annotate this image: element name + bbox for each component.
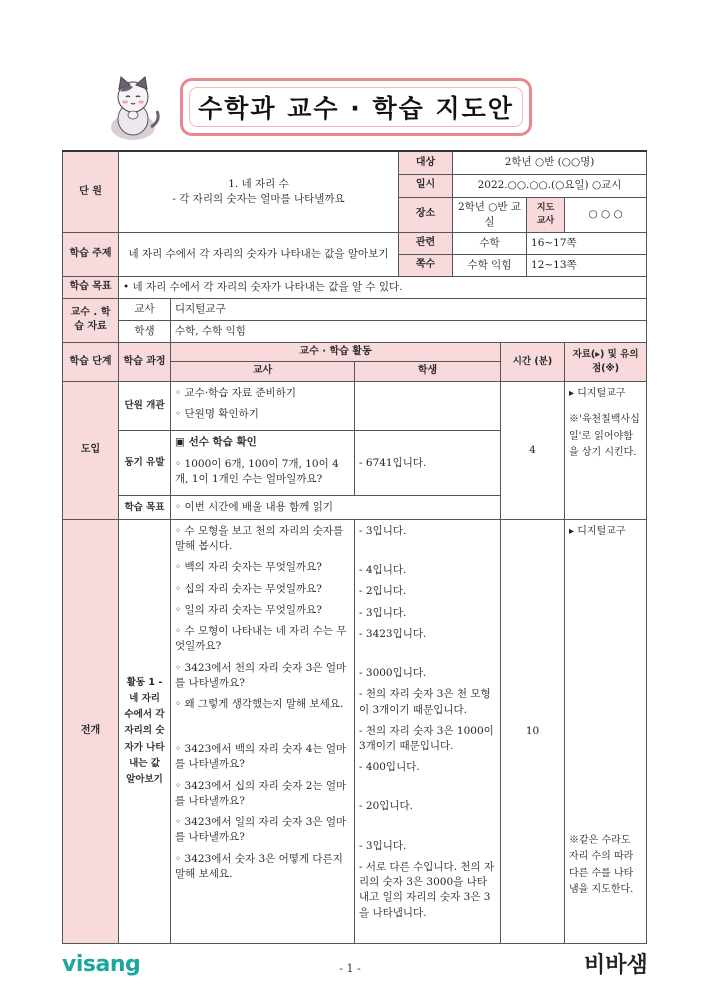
dev-process: 활동 1 - 네 자리 수에서 각 자리의 숫자가 나타내는 값 알아보기 (119, 520, 171, 944)
dev-student-4: - 3입니다. (359, 606, 407, 619)
dev-student-10: - 20입니다. (359, 800, 414, 813)
intro-stage: 도입 (63, 381, 119, 519)
intro-process-motivation: 동기 유발 (119, 431, 171, 496)
document-title-box (180, 78, 532, 136)
header-resources: 자료(▸) 및 유의점(※) (565, 342, 647, 381)
dev-student-11: - 3입니다. (359, 839, 407, 852)
unit-line-2: - 각 자리의 숫자는 얼마를 나타낼까요 (172, 192, 345, 205)
materials-who-student: 학생 (119, 320, 171, 342)
visang-logo: visang (62, 952, 141, 977)
related-pages-1: 16~17쪽 (527, 232, 647, 254)
related-label-2: 쪽수 (399, 254, 453, 276)
related-pages-2: 12~13쪽 (527, 254, 647, 276)
dev-stage: 전개 (63, 520, 119, 944)
dev-student (355, 520, 501, 944)
dev-teacher-9: ◦ 3423에서 십의 자리 숫자 2는 얼마를 나타낼까요? (175, 779, 347, 807)
unit-label: 단 원 (63, 151, 119, 232)
dev-resource-2: ※같은 수라도 자리 수의 따라 다른 수를 나타냄을 지도한다. (569, 834, 634, 896)
header-student: 학생 (355, 362, 501, 382)
intro-teacher-motivation-1: ◦ 1000이 6개, 100이 7개, 10이 4개, 1이 1개인 수는 얼마일까요? (175, 457, 339, 485)
place-value: 2학년 ○반 교실 (453, 197, 527, 232)
intro-resource-1: ▸ 디지털교구 (569, 387, 626, 399)
target-value: 2학년 ○반 (○○명) (453, 151, 647, 174)
dev-teacher-2: ◦ 백의 자리 숫자는 무엇일까요? (175, 561, 322, 574)
dev-student-6: - 3000입니다. (359, 667, 427, 680)
dev-time: 10 (501, 520, 565, 944)
intro-teacher-motivation-head: ▣ 선수 학습 확인 (175, 436, 257, 449)
dev-student-5: - 3423입니다. (359, 627, 427, 640)
document-title: 수학과 교수 · 학습 지도안 (198, 94, 514, 123)
dev-student-7: - 천의 자리 숫자 3은 천 모형이 3개이기 때문입니다. (359, 688, 491, 716)
cat-mascot-illustration (103, 75, 163, 141)
dev-student-12: - 서로 다른 수입니다. 천의 자리의 숫자 3은 3000을 나타내고 일의 자리의 숫자 3은 3을 나타냅니다. (359, 860, 495, 919)
target-label: 대상 (399, 151, 453, 174)
dev-teacher-8: ◦ 3423에서 백의 자리 숫자 4는 얼마를 나타낼까요? (175, 743, 347, 771)
dev-student-8: - 천의 자리 숫자 3은 1000이 3개이기 때문입니다. (359, 724, 494, 752)
goal-value: • 네 자리 수에서 각 자리의 숫자가 나타내는 값을 알 수 있다. (119, 276, 647, 298)
intro-process-overview: 단원 개관 (119, 381, 171, 430)
intro-time: 4 (501, 381, 565, 519)
materials-items-teacher: 디지털교구 (171, 298, 647, 320)
intro-teacher-overview-1: ◦ 교수·학습 자료 준비하기 (175, 386, 296, 399)
related-book-1: 수학 (453, 232, 527, 254)
intro-teacher-goal: ◦ 이번 시간에 배울 내용 함께 읽기 (171, 496, 501, 520)
materials-label: 교수 . 학습 자료 (63, 298, 119, 342)
dev-resource-1: ▸ 디지털교구 (569, 526, 626, 538)
teacher-value: ○ ○ ○ (565, 197, 647, 232)
vivasam-logo: 비바샘 (584, 953, 648, 978)
header-process: 학습 과정 (119, 342, 171, 381)
dev-teacher-7: ◦ 왜 그렇게 생각했는지 말해 보세요. (175, 698, 344, 710)
place-label: 장소 (399, 197, 453, 232)
intro-resources (565, 381, 647, 519)
dev-teacher-4: ◦ 일의 자리 숫자는 무엇일까요? (175, 603, 322, 616)
intro-teacher-overview (171, 381, 355, 430)
header-teacher: 교사 (171, 362, 355, 382)
intro-resource-2: ※'육천칠백사십일'로 읽어야함을 상기 시킨다. (569, 414, 640, 459)
related-book-2: 수학 익힘 (453, 254, 527, 276)
materials-items-student: 수학, 수학 익힘 (171, 320, 647, 342)
intro-student-overview (355, 381, 501, 430)
header-time: 시간 (분) (501, 342, 565, 381)
dev-teacher-3: ◦ 십의 자리 숫자는 무엇일까요? (175, 582, 322, 595)
topic-value: 네 자리 수에서 각 자리의 숫자가 나타내는 값을 알아보기 (119, 232, 399, 276)
dev-teacher-11: ◦ 3423에서 숫자 3은 어떻게 다른지 말해 보세요. (175, 852, 343, 880)
unit-line-1: 1. 네 자리 수 (228, 177, 289, 190)
page-number: - 1 - (339, 962, 361, 975)
date-label: 일시 (399, 174, 453, 197)
header-activity: 교수 · 학습 활동 (171, 342, 501, 362)
goal-label: 학습 목표 (63, 276, 119, 298)
date-value: 2022.○○.○○.(○요일) ○교시 (453, 174, 647, 197)
intro-teacher-motivation (171, 431, 355, 496)
topic-label: 학습 주제 (63, 232, 119, 276)
intro-process-goal: 학습 목표 (119, 496, 171, 520)
lesson-plan-table (62, 150, 647, 944)
header-stage: 학습 단계 (63, 342, 119, 381)
dev-teacher (171, 520, 355, 944)
unit-value (119, 151, 399, 232)
teacher-label: 지도 교사 (527, 197, 565, 232)
dev-teacher-6: ◦ 3423에서 천의 자리 숫자 3은 얼마를 나타낼까요? (175, 661, 347, 689)
intro-student-motivation: - 6741입니다. (355, 431, 501, 496)
materials-who-teacher: 교사 (119, 298, 171, 320)
intro-teacher-overview-2: ◦ 단원명 확인하기 (175, 408, 259, 421)
dev-teacher-1: ◦ 수 모형을 보고 천의 자리의 숫자를 말해 봅시다. (175, 525, 344, 553)
dev-teacher-10: ◦ 3423에서 일의 자리 숫자 3은 얼마를 나타낼까요? (175, 816, 347, 844)
dev-student-1: - 3입니다. (359, 525, 407, 538)
dev-resources (565, 520, 647, 944)
dev-teacher-5: ◦ 수 모형이 나타내는 네 자리 수는 무엇일까요? (175, 625, 347, 653)
related-label-1: 관련 (399, 232, 453, 254)
dev-student-3: - 2입니다. (359, 585, 407, 598)
dev-student-2: - 4입니다. (359, 564, 407, 577)
dev-student-9: - 400입니다. (359, 761, 420, 774)
